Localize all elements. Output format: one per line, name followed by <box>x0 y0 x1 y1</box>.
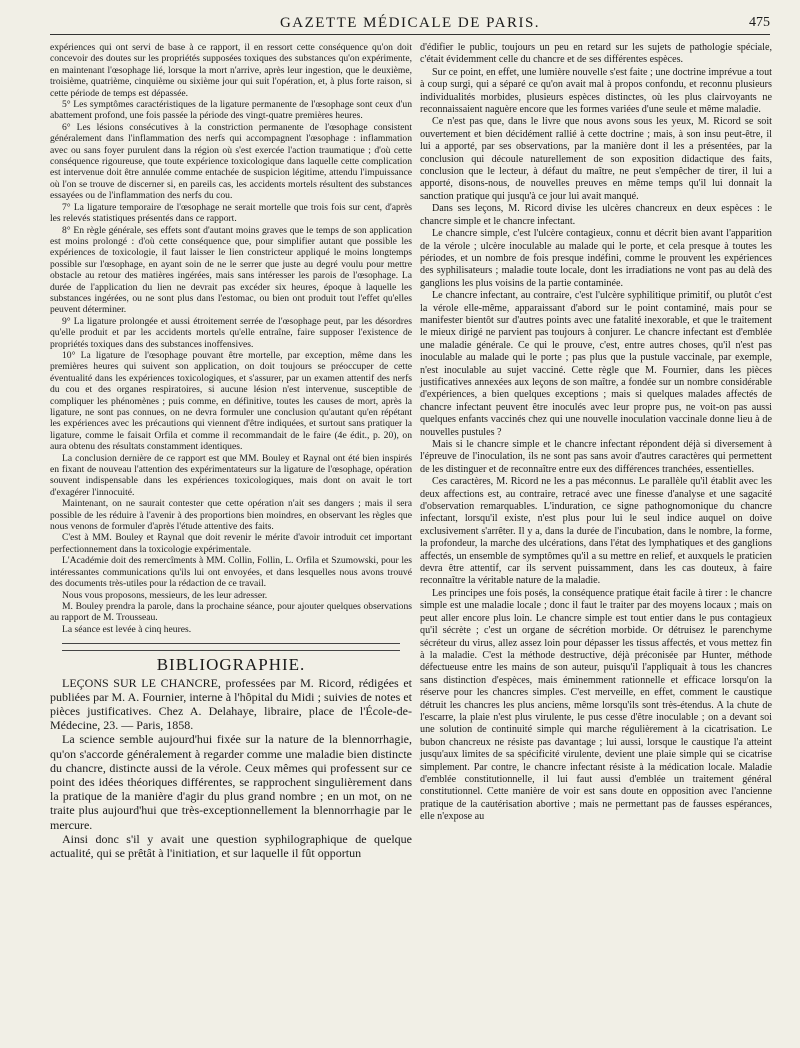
section-heading: BIBLIOGRAPHIE. <box>156 655 306 675</box>
paragraph: Nous vous proposons, messieurs, de les leur adresser. <box>62 589 268 601</box>
paragraph: Ce n'est pas que, dans le livre que nous avons sous les yeux, M. Ricord se soit ouvertement et bien décidément rallié à cette doctrine ; mais, à son insu peut-être, il lui a apporté, par ses observations, par la manière dont il les a présentées, par la conclusion qui découle naturellement de son exposition didactique des faits, conclusion que le lecteur, à défaut du maître, ne peut s'empêcher de tirer, il lui a apporté, disons-nous, de nouvelles preuves en même temps qu'il lui donnait la sanction pratique qui jusqu'à ce jour lui avait manqué. <box>420 116 772 202</box>
paragraph: La séance est levée à cinq heures. <box>62 623 192 635</box>
paragraph: Ces caractères, M. Ricord ne les a pas méconnus. Le parallèle qu'il établit avec les deux affections est, au contraire, retracé avec une finesse d'analyse et une sagacité d'observation remarquables. L'induration, ce signe pathognomonique du chancre infectant, lorsqu'il existe, n'est plus pour lui le seul indice auquel on doive exclusivement s'arrêter. Il y a, dans la durée de l'incubation, dans le nombre, la forme, la profondeur, la marche des ulcérations, dans l'état des lymphatiques et des ganglions affectés, un ensemble de symptômes qu'il a su mettre en relief, et auxquels le praticien devra être attentif, car ils servent puissamment, dans les cas douteux, à faire reconnaître la véritable nature de la maladie. <box>420 476 772 587</box>
page-number: 475 <box>749 15 770 30</box>
paragraph: expériences qui ont servi de base à ce rapport, il en ressort cette conséquence qu'on doit concevoir des doutes sur les propriétés supposées toxiques des substances qu'on expérimente, en maintenant l'œsophage lié, lorsque la mort n'arrive, après leur ingestion, que le deuxième, troisième, quatrième, cinquième ou sixième jour qui suit l'opération, et, à plus forte raison, si cette période de temps est dépassée. <box>50 42 412 99</box>
paragraph: M. Bouley prendra la parole, dans la prochaine séance, pour ajouter quelques observations au rapport de M. Trousseau. <box>50 600 412 624</box>
paragraph: Ainsi donc s'il y avait une question syphilographique de quelque actualité, qui se prêtât à l'initiation, et sur laquelle il fût opportun <box>50 831 412 860</box>
paragraph: C'est à MM. Bouley et Raynal que doit revenir le mérite d'avoir introduit cet important perfectionnement dans la toxicologie expérimentale. <box>50 532 412 555</box>
section-divider <box>62 643 400 651</box>
book-reference: LEÇONS SUR LE CHANCRE, professées par M. Ricord, rédigées et publiées par M. A. Fournier, interne à l'hôpital du Midi ; suivies de notes et pièces justificatives. Chez A. Delahaye, libraire, place de l'École-de-Médecine, 23. — Paris, 1858. <box>50 675 412 733</box>
paragraph: Les principes une fois posés, la conséquence pratique était facile à tirer : le chancre simple est une maladie locale ; donc il faut le traiter par des moyens locaux ; mais on peut aller encore plus loin. Le chancre simple est tout entier dans le pus contagieux qu'il sécrète ; c'est un organe de sécrétion morbide. Or détruisez le parenchyme sécréteur du virus, allez assez loin pour dépasser les tissus affectés, et vous mettez fin à la maladie. C'est la méthode destructive, déjà préconisée par Hunter, méthode défectueuse entre les mains de son auteur, puisqu'il l'appliquait à tous les chancres sans distinction d'espèces, mais éminemment rationnelle et efficace lorsqu'on la réserve pour les chancres simples. C'est merveille, en effet, comment le caustique détruit les chancres les plus anciens, même lorsqu'ils sont très-étendus. A la chute de l'escarre, la plaie n'est plus virulente, le pus cesse d'être inoculable ; on a devant soi une solution de continuité simple qui marche régulièrement à la cicatrisation. Le bubon chancreux ne résiste pas davantage ; lui aussi, lorsque le caustique l'a atteint jusqu'aux limites de sa spécificité virulente, devient une plaie simple qui se cicatrise simplement. Par contre, le chancre infectant résiste à la médication locale. Maladie d'emblée constitutionnelle, il lui faut aussi d'emblée un traitement général constitutionnel. Cette manière de voir est sans doute en opposition avec l'ancienne pratique de la cautérisation abortive ; mais ne permettant pas de fausses espérances, elle n'expose au <box>420 587 772 823</box>
paragraph: d'édifier le public, toujours un peu en retard sur les sujets de pathologie spéciale, c'était évidemment celle du chancre et de ses différentes espèces. <box>420 42 772 66</box>
paragraph: 7° La ligature temporaire de l'œsophage ne serait mortelle que trois fois sur cent, d'après les relevés statistiques présentés dans ce rapport. <box>50 201 412 225</box>
left-column <box>50 42 412 860</box>
paragraph: Sur ce point, en effet, une lumière nouvelle s'est faite ; une doctrine imprévue a tout à coup surgi, qui a séparé ce qu'on avait mal à propos confondu, et reconnu plusieurs individualités morbides, plusieurs espèces distinctes, où les plus clairvoyants ne reconnaissaient naguère encore que les formes variées d'une seule et même maladie. <box>420 66 772 116</box>
right-column <box>420 42 772 824</box>
paragraph: 8° En règle générale, ses effets sont d'autant moins graves que le temps de son application est moins prolongé : d'où cette conséquence que, pour simplifier autant que possible les expériences de toxicologie, il faut laisser le lien constricteur appliqué le moins longtemps possible sur l'œsophage, en ayant soin de ne le serrer que juste au degré voulu pour mettre obstacle au retour des matières ingérées, mais sans intéresser les parois de l'œsophage. La durée de l'application du lien ne devrait pas excéder six heures, époque à laquelle les substances ingérées, ou ne sont plus dans l'estomac, ou bien ont produit tout l'effet qu'elles peuvent déterminer. <box>50 224 412 316</box>
paragraph: 9° La ligature prolongée et aussi étroitement serrée de l'œsophage peut, par les désordres qu'elle produit et par les accidents mortels qu'elle entraîne, faire supposer l'existence de propriétés toxiques dans des substances inoffensives. <box>50 315 412 350</box>
paragraph: Le chancre simple, c'est l'ulcère contagieux, connu et décrit bien avant l'apparition de la vérole ; ulcère inoculable au malade qui le porte, et cela presque à toutes les périodes, et un nombre de fois presque indéfini, comme le prouvent les expériences des syphilisateurs ; maladie toute locale, dont les irradiations ne vont pas au delà des ganglions les plus voisins de la partie contaminée. <box>420 228 772 289</box>
paragraph: La conclusion dernière de ce rapport est que MM. Bouley et Raynal ont été bien inspirés en fixant de nouveau l'attention des expérimentateurs sur la ligature de l'œsophage, opération souvent indispensable dans les expériences toxicologiques, mais dont on avait le tort d'exagérer l'innocuité. <box>50 452 412 498</box>
paragraph: 5° Les symptômes caractéristiques de la ligature permanente de l'œsophage sont ceux d'un abattement profond, une fois passée la période des vingt-quatre premières heures. <box>50 99 412 122</box>
page-header <box>50 14 770 35</box>
paragraph: Le chancre infectant, au contraire, c'est l'ulcère syphilitique primitif, ou plutôt c'est la vérole elle-même, apparaissant d'abord sur le point contaminé, mais pour se manifester bientôt sur d'autres points avec une fatalité inexorable, et que le traitement le mieux dirigé ne parvient pas toujours à conjurer. Le chancre infectant est d'emblée une maladie générale. Ce qui le prouve, c'est, entre autres choses, qu'il n'est pas inoculable au malade qui le porte ; pas plus que la pustule vaccinale, par exemple, n'est inoculable au sujet vacciné. Cette règle que M. Fournier, dans les pièces justificatives annexées aux leçons de son maître, a fondée sur un nombre considérable d'expériences, a bien quelques exceptions ; mais si quelques malades affectés de chancre infectant peuvent être inoculés avec leur propre pus, ne voit-on pas aussi quelques enfants vaccinés chez qui une nouvelle inoculation vaccinale donne lieu à de nouvelles pustules ? <box>420 290 772 438</box>
paragraph: Maintenant, on ne saurait contester que cette opération n'ait ses dangers ; mais il sera possible de les réduire à l'avenir à des proportions bien moindres, en observant les règles que nous venons de formuler d'après l'étude attentive des faits. <box>50 498 412 533</box>
paragraph: L'Académie doit des remercîments à MM. Collin, Follin, L. Orfila et Szumowski, pour les intéressantes communications qu'ils lui ont envoyées, et dans lesquelles nous avons trouvé des documents très-utiles pour la rédaction de ce travail. <box>50 555 412 590</box>
paragraph: 10° La ligature de l'œsophage pouvant être mortelle, par exception, même dans les premières heures qui suivent son application, on doit toujours se préoccuper de cette éventualité dans les expériences toxicologiques, et s'assurer, par un examen attentif des nerfs du cou et des organes respiratoires, si aucune lésion n'est intervenue, susceptible de compliquer les phénomènes ; puis comme, en définitive, toutes les causes de mort, après la ligature, ne sont pas connues, on ne devra formuler une conclusion qu'autant qu'en répétant les expériences avec les précautions qui viennent d'être indiquées, et surtout sans pratiquer la ligature, comme le faisait Orfila et comme il recommandait de le faire (4e édit., p. 20), on aura obtenu des résultats constamment identiques. <box>50 349 412 453</box>
paragraph: La science semble aujourd'hui fixée sur la nature de la blennorrhagie, qu'on s'accorde généralement à regarder comme une maladie bien distincte du chancre, distincte aussi de la vérole. Ceux mêmes qui professent sur ce point des idées théoriques différentes, se rapprochent singulièrement dans la pratique de la manière d'agir du plus grand nombre ; en un mot, on ne traite plus aujourd'hui que très-exceptionnellement la blennorrhagie par le mercure. <box>50 732 412 832</box>
paragraph: Dans ses leçons, M. Ricord divise les ulcères chancreux en deux espèces : le chancre simple et le chancre infectant. <box>420 203 772 227</box>
paragraph: Mais si le chancre simple et le chancre infectant répondent déjà si diversement à l'épreuve de l'inoculation, ils ne sont pas sans avoir d'autres caractères qui permettent de les distinguer et de reconnaître entre eux des différences tranchées, essentielles. <box>420 439 772 475</box>
journal-title: GAZETTE MÉDICALE DE PARIS. <box>279 15 541 31</box>
paragraph: 6° Les lésions consécutives à la constriction permanente de l'œsophage consistent généralement dans l'inflammation des nerfs qui accompagnent l'œsophage : inflammation avec ou sans foyer purulent dans la région où s'est exercée l'action traumatique ; d'où cette conséquence rigoureuse, que toute expérience toxicologique dans laquelle cette complication est intervenue doit être annulée comme entachée de suspicion légitime, attendu l'impuissance où l'on se trouve de discerner si, en pareils cas, les accidents mortels résultent des substances essayées ou de l'inflammation des nerfs du cou. <box>50 121 412 202</box>
